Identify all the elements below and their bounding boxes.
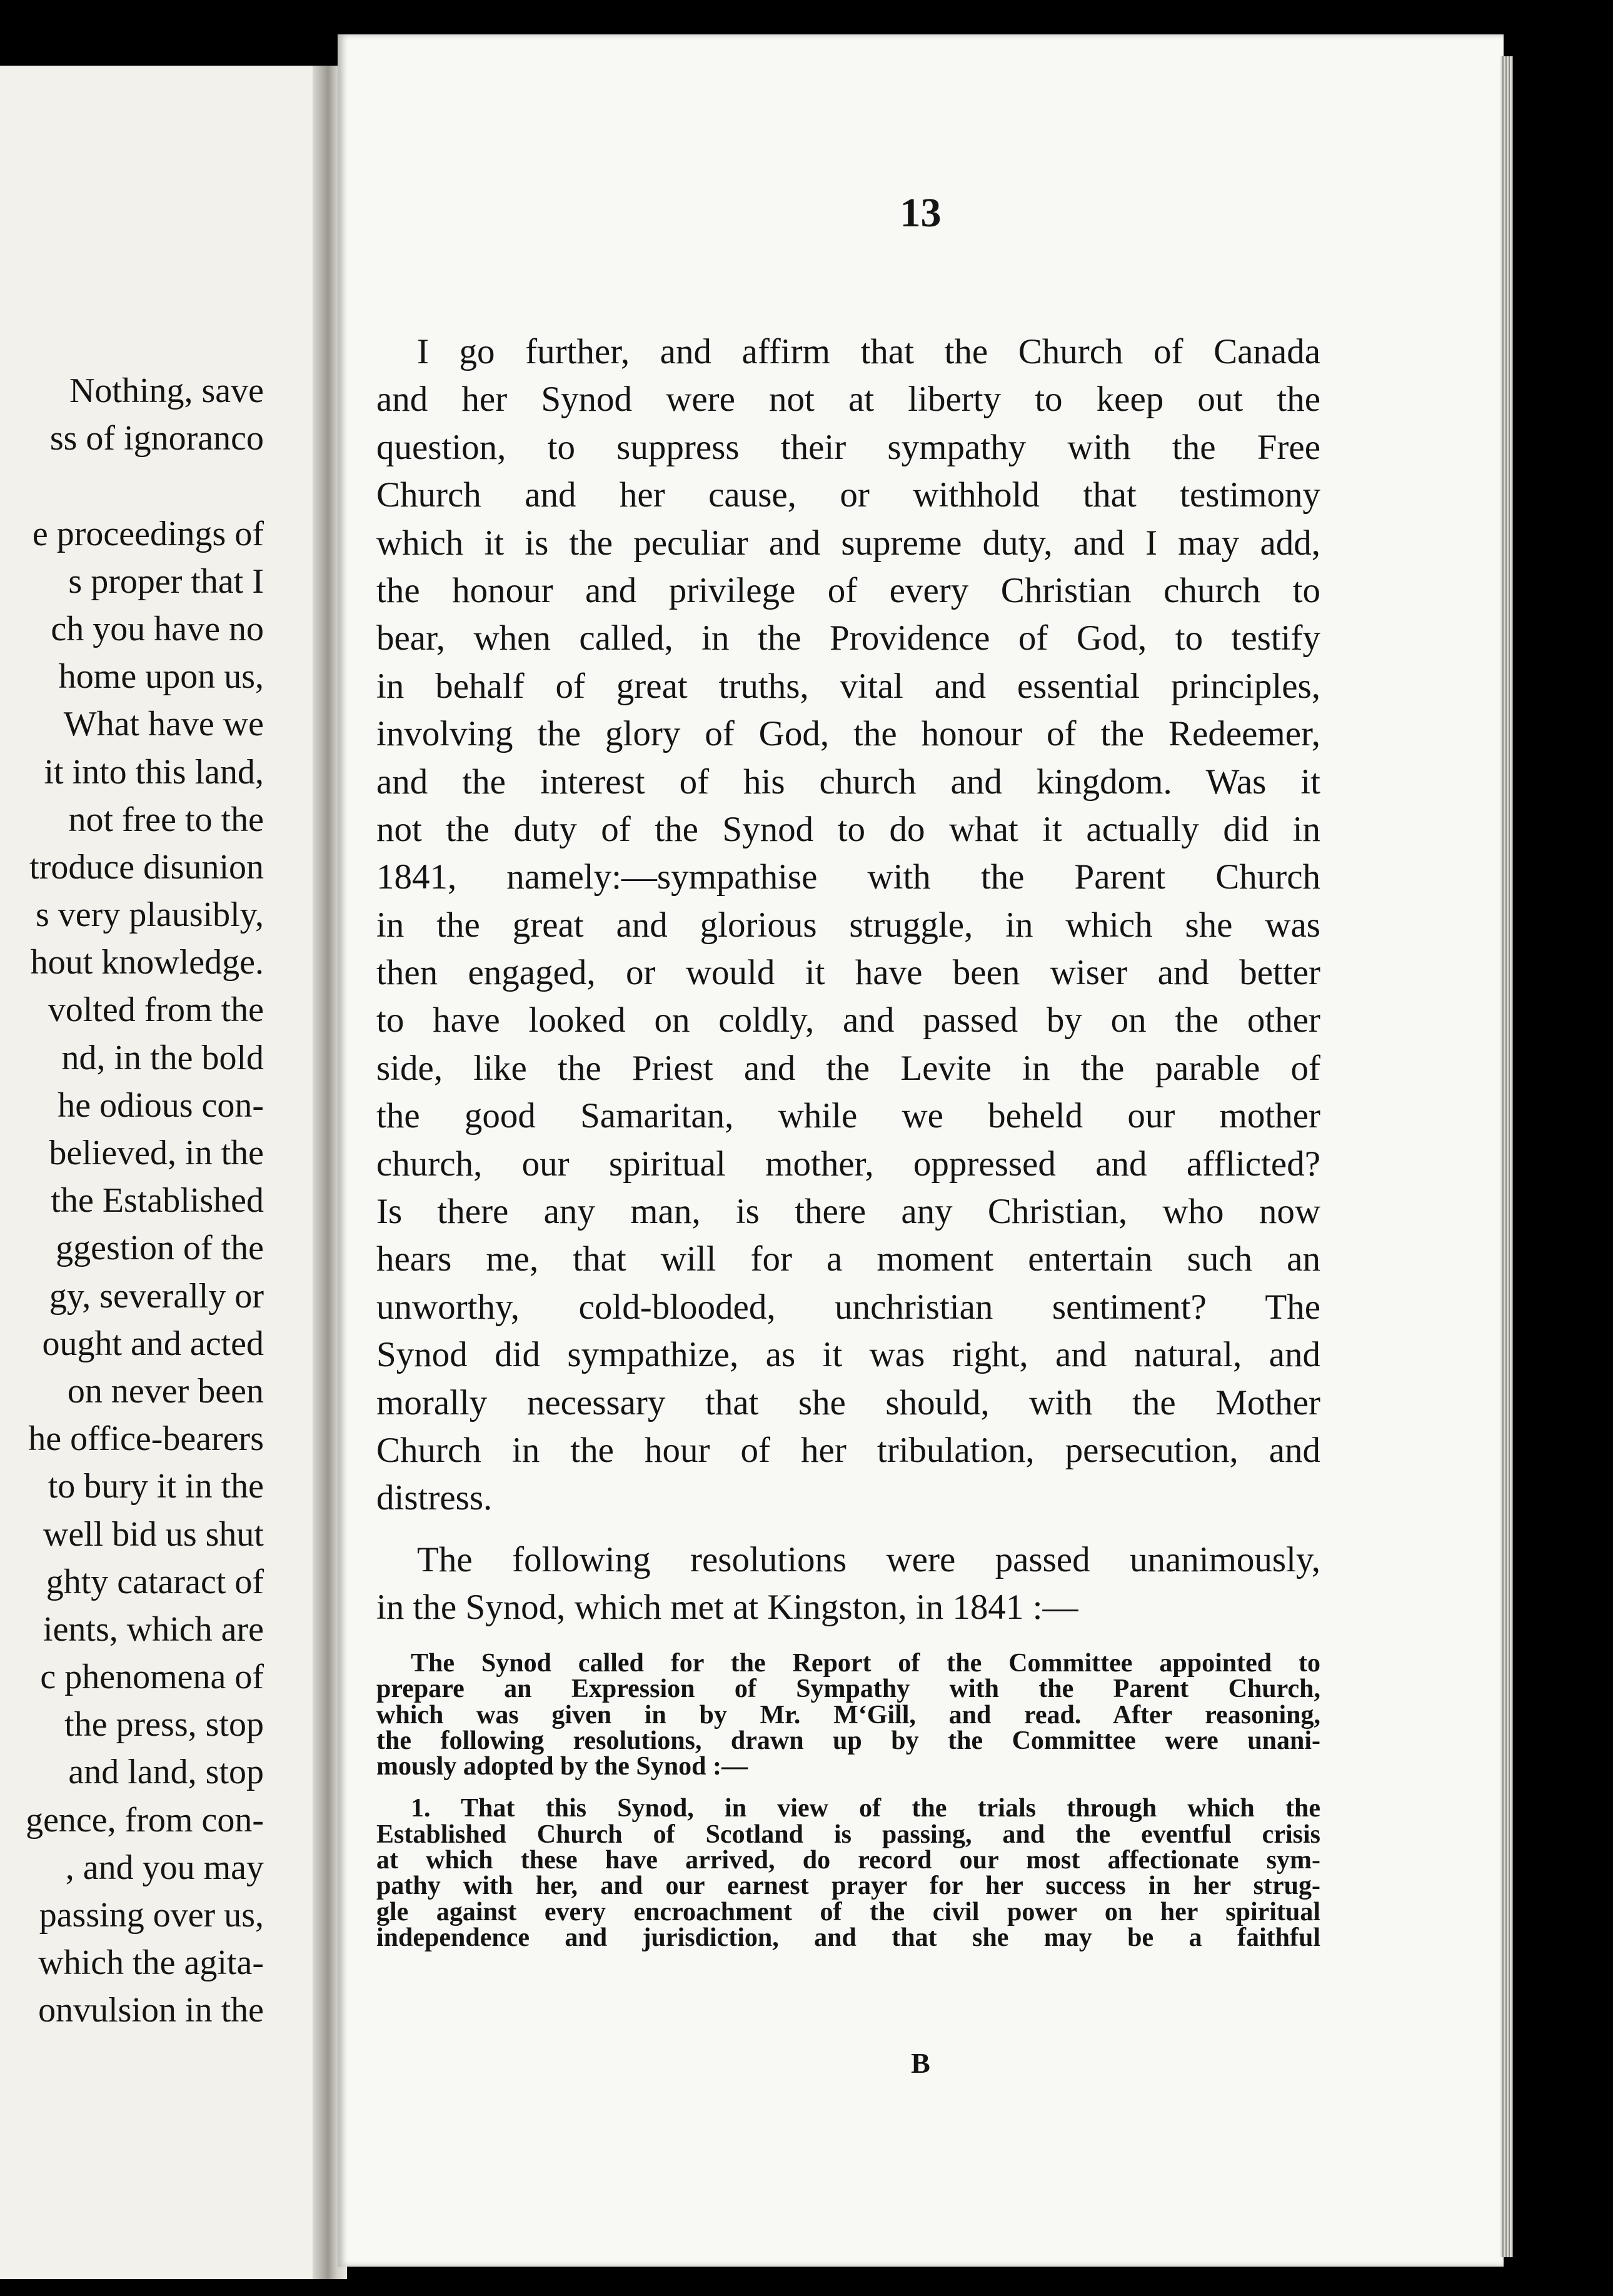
left-page-line: he office-bearers	[28, 1419, 264, 1459]
synod-resolution-quote	[376, 1651, 1320, 1951]
left-page-line: c phenomena of	[40, 1658, 264, 1697]
paragraph-line: Is there any man, is there any Christian, who now	[376, 1192, 1320, 1232]
left-page-line: home upon us,	[58, 657, 264, 697]
paragraph-line: Church in the hour of her tribulation, persecution, and	[376, 1430, 1320, 1470]
left-page-line: ss of ignoranco	[49, 419, 264, 458]
left-page-line: What have we	[63, 705, 264, 744]
left-page-line: he odious con-	[58, 1085, 264, 1125]
paragraph-line: Synod did sympathize, as it was right, and natural, and	[376, 1335, 1320, 1375]
left-page-line: the Established	[51, 1181, 264, 1221]
signature-mark: B	[911, 2047, 930, 2079]
paragraph-line: question, to suppress their sympathy with the Free	[376, 427, 1320, 467]
left-page-line	[26, 462, 264, 510]
left-page-line: not free to the	[68, 800, 264, 839]
left-page-line: e proceedings of	[32, 514, 264, 553]
paragraph-line: I go further, and affirm that the Church of Canada	[417, 332, 1320, 371]
left-page-line: believed, in the	[49, 1134, 264, 1172]
left-page-line: it into this land,	[44, 752, 264, 792]
quote-line: mously adopted by the Synod :—	[376, 1752, 748, 1781]
left-page-line: , and you may	[65, 1848, 264, 1887]
left-page-line: which the agita-	[38, 1943, 264, 1983]
page-edges	[1500, 56, 1513, 2257]
paragraph-line: in behalf of great truths, vital and essential principles,	[376, 666, 1320, 706]
paragraph-line: and her Synod were not at liberty to keep out the	[376, 380, 1320, 420]
paragraph-line: The following resolutions were passed unanimously,	[417, 1539, 1320, 1579]
paragraph-line: hears me, that will for a moment entertain such an	[376, 1239, 1320, 1279]
left-page-line: onvulsion in the	[38, 1991, 264, 2030]
left-page-line: s proper that I	[68, 561, 264, 601]
resolution-line: pathy with her, and our earnest prayer for her success in her strug-	[376, 1871, 1320, 1901]
paragraph-line: then engaged, or would it have been wiser and better	[376, 953, 1320, 993]
left-page-line: ghty cataract of	[46, 1562, 264, 1601]
left-facing-page	[0, 66, 313, 2279]
left-page-line: and land, stop	[68, 1753, 264, 1792]
page-number: 13	[900, 190, 942, 236]
resolution-line: 1. That this Synod, in view of the trials through which the	[411, 1794, 1320, 1823]
left-page-text	[26, 367, 264, 2035]
left-page-line: Nothing, save	[69, 371, 264, 410]
right-page	[338, 34, 1504, 2267]
paragraph-line: the honour and privilege of every Christian church to	[376, 570, 1320, 610]
left-page-line: the press, stop	[64, 1705, 264, 1745]
left-page-line: hout knowledge.	[30, 943, 264, 982]
paragraph-line: involving the glory of God, the honour of the Redeemer,	[376, 714, 1320, 754]
resolution-line: gle against every encroachment of the civil power on her spiritual	[376, 1897, 1320, 1926]
left-page-line: ought and acted	[42, 1324, 264, 1363]
resolution-line: at which these have arrived, do record our most affectionate sym-	[376, 1846, 1320, 1875]
paragraph-line: Church and her cause, or withhold that testimony	[376, 475, 1320, 515]
paragraph-line: morally necessary that she should, with the Mother	[376, 1382, 1320, 1422]
left-page-line: ch you have no	[51, 609, 264, 648]
paragraph-line: not the duty of the Synod to do what it actually did in	[376, 809, 1320, 849]
paragraph-line: distress.	[376, 1478, 493, 1518]
paragraph-line: bear, when called, in the Providence of God, to testify	[376, 618, 1320, 658]
left-page-line: gence, from con-	[26, 1800, 264, 1840]
left-page-line: troduce disunion	[29, 847, 264, 887]
left-page-line: volted from the	[48, 990, 264, 1030]
left-page-line: s very plausibly,	[36, 895, 264, 935]
left-page-line: well bid us shut	[43, 1514, 264, 1554]
paragraph-line: church, our spiritual mother, oppressed and afflicted?	[376, 1144, 1320, 1184]
quote-line: the following resolutions, drawn up by the Committee were unani-	[376, 1726, 1320, 1755]
left-page-line: on never been	[67, 1371, 264, 1411]
left-page-line: to bury it in the	[48, 1467, 264, 1506]
left-page-line: ients, which are	[43, 1609, 264, 1649]
resolution-line: independence and jurisdiction, and that she may be a faithful	[376, 1923, 1320, 1952]
paragraph-line: unworthy, cold-blooded, unchristian sentiment? The	[376, 1287, 1320, 1327]
left-page-line: ggestion of the	[56, 1229, 264, 1268]
body-text	[376, 328, 1320, 1632]
paragraph-line: to have looked on coldly, and passed by on the other	[376, 1000, 1320, 1040]
left-page-line: nd, in the bold	[61, 1038, 264, 1077]
paragraph-line: which it is the peculiar and supreme duty, and I may add,	[376, 523, 1320, 563]
quote-line: prepare an Expression of Sympathy with the Parent Church,	[376, 1674, 1320, 1704]
paragraph-line: 1841, namely:—sympathise with the Parent Church	[376, 857, 1320, 897]
paragraph-spacer	[376, 1523, 1320, 1536]
paragraph-line: the good Samaritan, while we beheld our mother	[376, 1096, 1320, 1136]
paragraph-line: and the interest of his church and kingdom. Was it	[376, 762, 1320, 802]
left-page-line: gy, severally or	[49, 1276, 264, 1316]
paragraph-line: side, like the Priest and the Levite in the parable of	[376, 1048, 1320, 1088]
left-page-line: passing over us,	[39, 1896, 264, 1935]
resolution-line: Established Church of Scotland is passing, and the eventful crisis	[376, 1820, 1320, 1849]
quote-line: which was given in by Mr. M‘Gill, and read. After reasoning,	[376, 1700, 1320, 1730]
paragraph-line: in the Synod, which met at Kingston, in 1841 :—	[376, 1588, 1078, 1628]
paragraph-line: in the great and glorious struggle, in which she was	[376, 905, 1320, 945]
quote-line: The Synod called for the Report of the Committee appointed to	[411, 1649, 1320, 1678]
